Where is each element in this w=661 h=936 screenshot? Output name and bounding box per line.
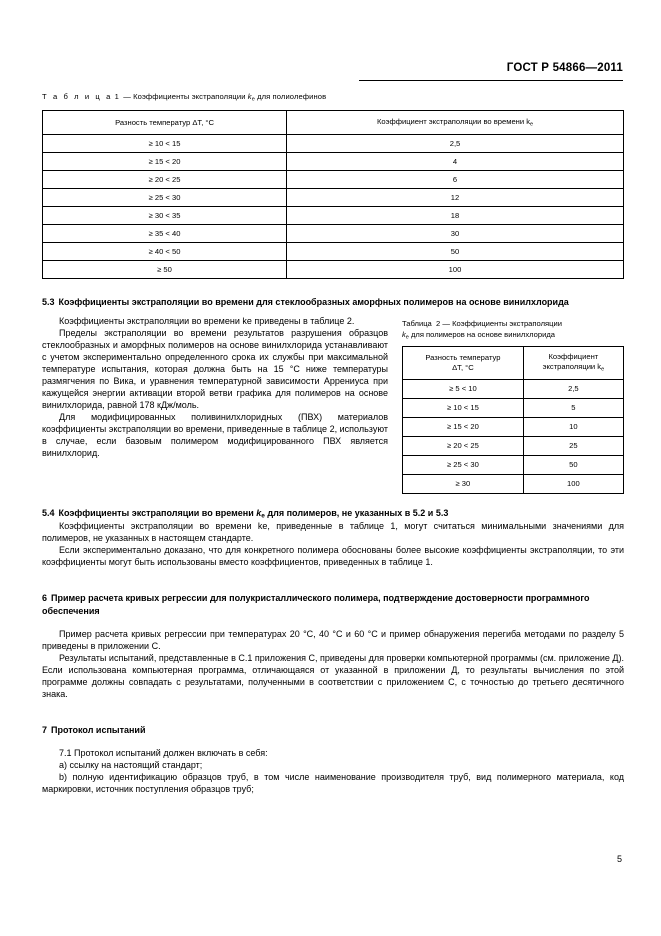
table2-cell-range: ≥ 20 < 25	[403, 437, 524, 456]
table-row	[43, 225, 624, 243]
table2-caption-prefix: Таблица	[402, 319, 432, 329]
table2-caption-text-before: — Коэффициенты экстраполяции	[442, 319, 562, 329]
table-row	[43, 189, 624, 207]
section-5-3-para-3: Для модифицированных поливинилхлоридных (ПВХ) материалов коэффициенты экстраполяции во времени, приведенные в таблице 2, используют в случае, если базовым полимером модифицированного ПВХ является винилхлорид.	[42, 412, 388, 458]
table2-col2-sub: e	[601, 366, 605, 373]
table2-cell-value: 50	[523, 456, 623, 475]
section-5-4-title-symbol: k	[256, 508, 262, 519]
table1-cell-range: ≥ 15 < 20	[43, 153, 287, 171]
section-7-item-a: a) ссылку на настоящий стандарт;	[59, 760, 203, 771]
page-number: 5	[616, 854, 622, 864]
table2-block	[402, 319, 624, 494]
table1-cell-range: ≥ 20 < 25	[43, 171, 287, 189]
table-extrapolation-polyolefins	[42, 110, 624, 279]
table2-cell-range: ≥ 10 < 15	[403, 399, 524, 418]
section-5-3-body	[42, 316, 624, 500]
table1-caption-symbol-sub: e	[251, 96, 255, 103]
section-5-3-title: Коэффициенты экстраполяции во времени для стеклообразных аморфных полимеров на основе винилхлорида	[58, 297, 569, 308]
table-row	[403, 475, 624, 494]
table2-cell-range: ≥ 30	[403, 475, 524, 494]
table2-cell-range: ≥ 5 < 10	[403, 380, 524, 399]
section-5-4-title-symbol-sub: e	[261, 512, 265, 520]
section-5-3-para-1-text: Коэффициенты экстраполяции во времени ke приведены в таблице 2.	[59, 316, 355, 327]
section-7-heading	[42, 724, 624, 737]
table-row	[403, 456, 624, 475]
table2-cell-value: 5	[523, 399, 623, 418]
section-5-3-heading	[42, 296, 624, 309]
section-6-para-1: Пример расчета кривых регрессии при температурах 20 °C, 40 °C и 60 °C и пример обнаружения перегиба методами по разделу 5 приведены в приложении С.	[42, 629, 624, 652]
table2-cell-value: 25	[523, 437, 623, 456]
table-row	[43, 261, 624, 279]
table-row	[43, 243, 624, 261]
table1-caption-symbol: k	[247, 92, 252, 101]
table-row	[403, 399, 624, 418]
section-6-number: 6	[42, 593, 48, 604]
table2-col2-line1: Коэффициент	[548, 352, 599, 362]
table2-caption	[402, 319, 624, 341]
section-5-4-title-after: для полимеров, не указанных в 5.2 и 5.3	[267, 508, 449, 519]
section-5-4-title-before: Коэффициенты экстраполяции во времени	[58, 508, 254, 519]
standard-id-header: ГОСТ Р 54866—2011	[506, 62, 623, 74]
table1-col1-label: Разность температур ΔT, °C	[115, 117, 214, 127]
table1-caption-text-after: для полиолефинов	[257, 92, 327, 101]
table2-col-header-temp-diff	[403, 347, 524, 380]
section-6-heading	[42, 592, 624, 618]
section-7-title: Протокол испытаний	[51, 725, 146, 735]
page-content	[42, 92, 624, 796]
table1-cell-value: 12	[287, 189, 624, 207]
table-row	[43, 153, 624, 171]
section-5-3-number: 5.3	[42, 297, 55, 308]
table2-caption-symbol: k	[402, 329, 406, 339]
table-extrapolation-vinylchloride	[402, 346, 624, 494]
section-7-item-b: b) полную идентификацию образцов труб, в том числе наименование производителя труб, вид полимерного материала, код маркировки, источник поступления образцов труб;	[42, 771, 624, 794]
table1-cell-range: ≥ 35 < 40	[43, 225, 287, 243]
table1-col2-label: Коэффициент экстраполяции во времени k	[376, 116, 531, 126]
table-row	[403, 418, 624, 437]
table1-cell-value: 18	[287, 207, 624, 225]
table2-header-row	[403, 347, 624, 380]
header-rule	[359, 80, 623, 81]
table1-caption	[42, 92, 624, 104]
table2-body	[403, 380, 624, 494]
table1-cell-range: ≥ 10 < 15	[43, 135, 287, 153]
table-row	[403, 437, 624, 456]
table1-cell-range: ≥ 40 < 50	[43, 243, 287, 261]
table1-caption-prefix: Т а б л и ц а	[42, 92, 113, 101]
table-row	[403, 380, 624, 399]
section-6-title: Пример расчета кривых регрессии для полукристаллического полимера, подтверждение достоверности программного обеспечения	[42, 593, 590, 617]
table2-col2-line2: экстраполяции k	[542, 362, 602, 372]
table2-cell-value: 100	[523, 475, 623, 494]
table2-col1-line2: ΔT, °C	[452, 363, 474, 373]
table-row	[43, 171, 624, 189]
table1-caption-text-before: — Коэффициенты экстраполяции	[123, 92, 246, 101]
table-row	[43, 135, 624, 153]
table2-cell-value: 2,5	[523, 380, 623, 399]
table1-header-row	[43, 110, 624, 134]
table1-col-header-coefficient	[287, 110, 624, 134]
table2-cell-value: 10	[523, 418, 623, 437]
table2-col1-line1: Разность температур	[425, 352, 501, 362]
section-7-number: 7	[42, 725, 48, 735]
section-5-4-para-2: Если экспериментально доказано, что для конкретного полимера обоснованы более высокие коэффициенты экстраполяции, то эти коэффициенты могут быть использованы вместо коэффициентов, приведенных в таблице 1.	[42, 545, 624, 568]
table1-cell-range: ≥ 30 < 35	[43, 207, 287, 225]
table2-caption-number: 2	[436, 319, 441, 329]
section-5-4-heading	[42, 507, 624, 521]
section-5-4-para-1: Коэффициенты экстраполяции во времени ke, приведенные в таблице 1, могут считаться минимальными значениями для полимеров, не указанных в настоящем стандарте.	[42, 521, 624, 544]
section-6-para-2: Результаты испытаний, представленные в С.1 приложения С, приведены для проверки компьютерной программы (см. приложение Д). Если использована компьютерная программа, отличающаяся от указанной в приложении Д, то результаты вычисления по этой программе должны совпадать с результатами, полученными в соответствии с приложением С, с точностью до третьего десятичного знака.	[42, 653, 624, 700]
section-5-3-para-2: Пределы экстраполяции во времени результатов разрушения образцов стеклообразных и аморфных полимеров на основе винилхлорида устанавливают с учетом экспериментально определенного срока их службы при максимальной температуре испытания, которая должна быть на 15 °C ниже температуры размягчения по Вика, и уравнения температурной зависимости Аррениуса при кажущейся энергии активации второй ветви графика для полимеров на основе винилхлорида, равной 178 кДж/моль.	[42, 328, 388, 411]
table1-cell-value: 100	[287, 261, 624, 279]
table2-caption-symbol-sub: e	[405, 333, 409, 340]
table1-body	[43, 135, 624, 279]
table1-caption-number: 1	[114, 92, 121, 101]
table1-cell-range: ≥ 25 < 30	[43, 189, 287, 207]
table2-cell-range: ≥ 15 < 20	[403, 418, 524, 437]
table2-caption-text-after: для полимеров на основе винилхлорида	[410, 329, 555, 339]
section-7-para-1: 7.1 Протокол испытаний должен включать в себя:	[59, 748, 268, 759]
table1-cell-value: 6	[287, 171, 624, 189]
table1-cell-value: 30	[287, 225, 624, 243]
table2-cell-range: ≥ 25 < 30	[403, 456, 524, 475]
table-row	[43, 207, 624, 225]
table1-col2-sub: e	[530, 121, 534, 128]
table1-cell-value: 50	[287, 243, 624, 261]
table1-cell-value: 4	[287, 153, 624, 171]
table1-cell-range: ≥ 50	[43, 261, 287, 279]
section-5-4-number: 5.4	[42, 508, 55, 519]
table2-col-header-coefficient	[523, 347, 623, 380]
table1-col-header-temp-diff	[43, 110, 287, 134]
table1-cell-value: 2,5	[287, 135, 624, 153]
